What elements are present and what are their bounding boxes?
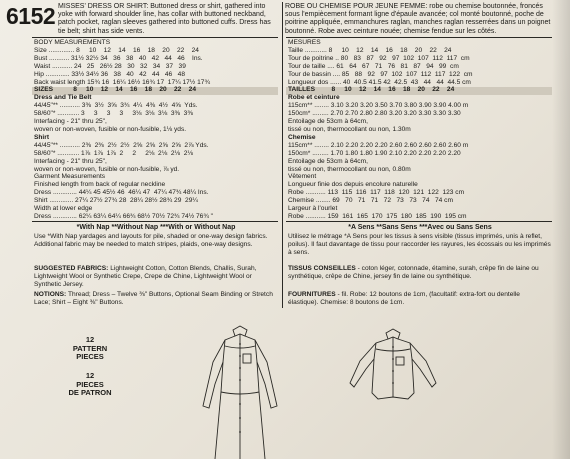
fr-table-row: 115cm** ........ 3.10 3.20 3.20 3.50 3.70 3.80 3.90 3.90 4.00 m: [288, 102, 469, 110]
shirt-technical-drawing: [338, 327, 448, 407]
suggested-fabrics-text: Lightweight Cotton, Cotton Blends, Challis, Surah, Lightweight Wool or Synthetic Crepe, Crepe de Chine, Lightweight Wool or Synthetic Jersey.: [34, 265, 257, 288]
tissus-text: - coton léger, cotonnade, étamine, surah, crêpe fin de laine ou synthétique, crêpe de Chine, jersey fin de laine ou synthétique.: [288, 265, 539, 280]
fr-table-row: 150cm* ......... 2.70 2.70 2.80 2.80 3.20 3.20 3.30 3.30 3.30: [288, 110, 461, 118]
english-description: [58, 3, 280, 36]
pattern-number: 6152: [6, 3, 56, 29]
notions-text: Thread; Dress – Twelve ⅜" Buttons, Optional Seam Binding or Stretch Lace; Shirt – Eight ⅜" Buttons.: [34, 291, 273, 306]
pieces-word1-fr: PIECES: [76, 379, 104, 389]
column-divider: [282, 2, 283, 308]
table-bottom-rule-en: [32, 221, 278, 222]
notions-label: NOTIONS:: [34, 291, 67, 298]
nap-key-fr: *A Sens **Sans Sens ***Avec ou Sans Sens: [348, 224, 492, 231]
suggested-fabrics-en: [34, 265, 278, 288]
pieces-count-fr: 12: [85, 371, 95, 380]
fr-table-row: 115cm** ........ 2.10 2.20 2.20 2.20 2.60 2.60 2.60 2.60 2.60 m: [288, 141, 469, 149]
nap-key-en: *With Nap **Without Nap ***With or Without Nap: [76, 224, 236, 231]
en-table-row: 44/45"** ........... 2⅜ 2⅜ 2½ 2½ 2⅝ 2⅝ 2⅝ 2⅝ 2⅞ Yds.: [34, 141, 209, 149]
fr-table-row: Entoilage de 53cm à 64cm,: [288, 157, 368, 165]
en-table-row: Waist ........... 24 25 26½ 28 30 32 34 37 39: [34, 62, 186, 70]
en-table-row: Dress ............. 44¼ 45 45½ 46 46¼ 47 47¼ 47¾ 48¼ Ins.: [34, 189, 209, 197]
french-measurement-table: [288, 39, 473, 221]
fr-table-row: Robe ........... 113 115 116 117 118 120 121 122 123 cm: [288, 189, 465, 197]
fr-table-row: Tour de taille .... 61 64 67 71 76 81 87 94 99 cm: [288, 62, 459, 70]
fr-table-row: tissé ou non, thermocollant ou non, 1.30m: [288, 125, 411, 133]
en-table-row: Dress and Tie Belt: [34, 94, 92, 102]
fr-table-row: Largeur à l'ourlet: [288, 205, 338, 213]
french-description-text: ROBE OU CHEMISE POUR JEUNE FEMME: robe ou chemise boutonnée, froncés sous l'empiècement formant ligne d'épaule avancée; col monté boutonné, poche de poitrine appliquée, emmanchures raglan, manches raglan resserrées dans un poignet boutonné. Robe avec ceinture nouée; chemise fendue sur les côtés.: [285, 3, 551, 35]
english-measurement-table: [34, 39, 213, 221]
en-table-row: Interfacing - 21" thru 25",: [34, 118, 107, 126]
fr-table-row: Robe et ceinture: [288, 94, 340, 102]
fr-table-row: Longueur finie dos depuis encolure naturelle: [288, 181, 418, 189]
fr-table-row: Chemise ........ 69 70 71 71 72 73 73 74 74 cm: [288, 197, 453, 205]
pieces-word1-en: PATTERN: [72, 343, 108, 353]
fr-table-row: Robe ........... 159 161 165 170 175 180 185 190 195 cm: [288, 212, 467, 220]
suggested-fabrics-fr: [288, 265, 552, 281]
fr-table-row: TAILLES 8 10 12 14 16 18 20 22 24: [288, 86, 455, 94]
pattern-pieces-en: [60, 336, 120, 362]
en-table-row: Width at lower edge: [34, 205, 93, 213]
en-table-row: woven or non-woven, fusible or non-fusible, ⅞ yd.: [34, 165, 180, 173]
en-table-row: 58/60"* ............ 1⅞ 1⅞ 1⅞ 2 2 2⅛ 2⅛ 2⅛ 2⅛: [34, 149, 193, 157]
en-table-row: BODY MEASUREMENTS: [34, 39, 111, 46]
en-table-row: Dress ............. 62¼ 63¼ 64¼ 66¾ 68½ 70½ 72¾ 74½ 76¾ ": [34, 212, 214, 220]
dress-technical-drawing: [195, 322, 285, 459]
fr-table-row: Vêtement: [288, 173, 317, 181]
suggested-fabrics-label: SUGGESTED FABRICS:: [34, 265, 109, 272]
notions-en: [34, 291, 278, 307]
en-table-row: Shirt ............. 27¼ 27½ 27¾ 28 28¼ 28½ 28¾ 29 29¼: [34, 197, 198, 205]
en-table-row: 58/60"* ............ 3 3 3 3 3⅛ 3⅛ 3⅛ 3⅜ 3⅜: [34, 110, 193, 118]
fr-table-row: Tour de bassin .... 85 88 92 97 102 107 112 117 122 cm: [288, 70, 473, 78]
en-table-row: woven or non-woven, fusible or non-fusible, 1⅛ yds.: [34, 125, 187, 133]
french-description: [285, 3, 555, 36]
en-table-row: Size .............. 8 10 12 14 16 18 20 22 24: [34, 46, 199, 54]
en-table-row: Interfacing - 21" thru 25",: [34, 157, 107, 165]
notions-fr: [288, 291, 552, 307]
header-rule-fr: [286, 37, 552, 38]
en-table-row: Bust ........... 31½ 32½ 34 36 38 40 42 44 46 Ins.: [34, 54, 203, 62]
en-table-row: Back waist length 15¾ 16 16¼ 16½ 16¾ 17 17¼ 17½ 17¾: [34, 78, 210, 86]
en-table-row: SIZES 8 10 12 14 16 18 20 22 24: [34, 86, 197, 94]
en-table-row: Hip ............. 33½ 34½ 36 38 40 42 44 46 48: [34, 70, 186, 78]
fr-table-row: Taille ............ 8 10 12 14 16 18 20 22 24: [288, 46, 452, 54]
en-table-row: Shirt: [34, 133, 50, 141]
en-table-row: 44/45"** ........... 3⅜ 3½ 3⅝ 3¾ 4¼ 4⅜ 4½ 4⅝ Yds.: [34, 102, 198, 110]
pieces-count-en: 12: [85, 335, 95, 344]
table-bottom-rule-fr: [286, 221, 552, 222]
nap-note-fr: Utilisez le métrage *A Sens pour les tissus à sens visible (tissus imprimés, unis à reflet, poilus). Il faut davantage de tissu pour raccorder les rayures, les écossais ou les imprimés à sens.: [288, 233, 551, 256]
en-table-row: Finished length from back of regular neckline: [34, 181, 166, 189]
pieces-word2-fr: DE PATRON: [68, 388, 112, 398]
en-table-row: Garment Measurements: [34, 173, 106, 181]
fr-table-row: Entoilage de 53cm à 64cm,: [288, 118, 368, 126]
tissus-label: TISSUS CONSEILLES: [288, 265, 356, 272]
fr-table-row: tissé ou non, thermocollant ou non, 0.80m: [288, 165, 411, 173]
english-description-text: MISSES' DRESS OR SHIRT: Buttoned dress or shirt, gathered into yoke with forward shoulder line, has collar with buttoned neckband, patch pocket, raglan sleeves gathered into buttoned cuffs. Dress has tie belt; shirt has side vents.: [58, 3, 271, 35]
pattern-pieces-fr: [60, 372, 120, 398]
fr-table-row: MESURES: [288, 39, 321, 46]
pieces-word2-en: PIECES: [76, 352, 104, 362]
page-edge-shadow: [552, 0, 570, 459]
fr-table-row: Chemise: [288, 133, 316, 141]
fournitures-text: - fil. Robe: 12 boutons de 1cm, (facultatif: extra-fort ou dentelle élastique). Chemise: 8 boutons de 1cm.: [288, 291, 520, 306]
fr-table-row: Tour de poitrine .. 80 83 87 92 97 102 107 112 117 cm: [288, 54, 470, 62]
fr-table-row: Longueur dos ...... 40 40.5 41.5 42 42.5 43 44 44 44.5 cm: [288, 78, 471, 86]
header-rule-en: [32, 37, 278, 38]
fr-table-row: 150cm* ......... 1.70 1.80 1.80 1.90 2.10 2.20 2.20 2.20 2.20: [288, 149, 461, 157]
fournitures-label: FOURNITURES: [288, 291, 336, 298]
nap-note-en: Use *With Nap yardages and layouts for pile, shaded or one-way design fabrics. Additional fabric may be needed to match stripes, plaids, one-way designs.: [34, 233, 268, 248]
